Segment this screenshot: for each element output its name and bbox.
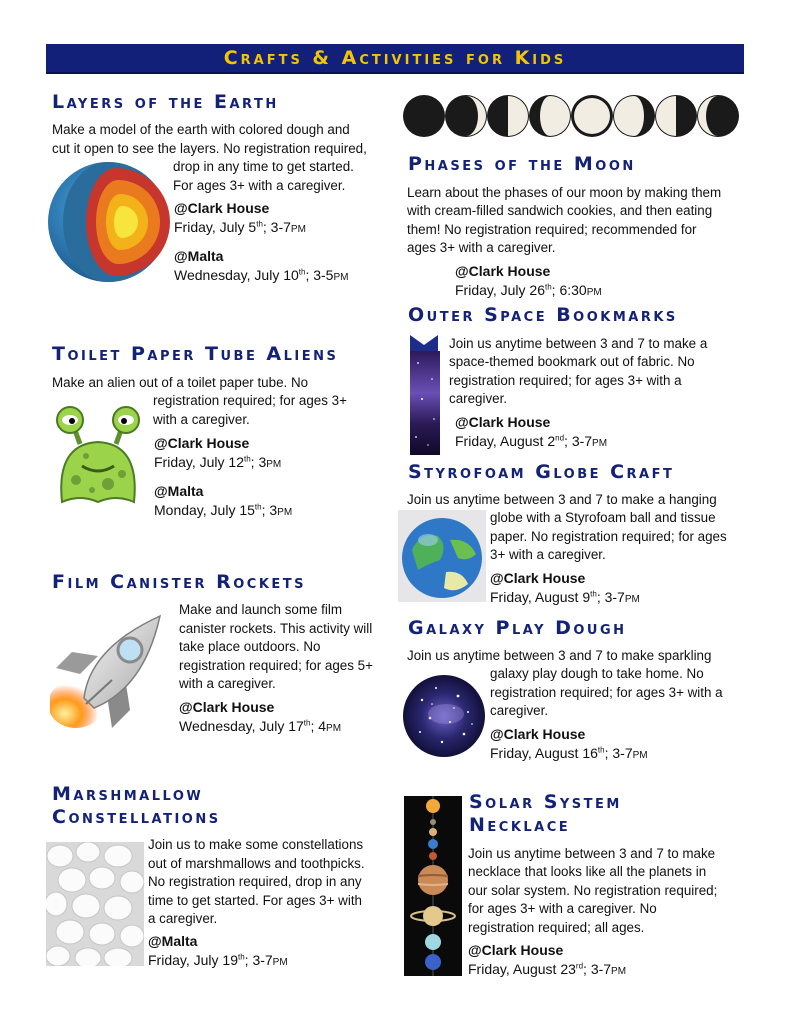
marsh-desc-3: No registration required, drop in any <box>148 874 362 889</box>
globe-date-1: Friday, August 9th; 3-7pm <box>490 589 640 605</box>
marsh-title-2: Constellations <box>52 806 221 828</box>
galaxy-location-1: @Clark House <box>490 726 586 742</box>
globe-desc-3: paper. No registration required; for ages <box>490 529 727 544</box>
bookmarks-desc-2: space-themed bookmark out of fabric. No <box>449 354 695 369</box>
globe-desc-2: globe with a Styrofoam ball and tissue <box>490 510 716 525</box>
moon-date-1: Friday, July 26th; 6:30pm <box>455 282 602 298</box>
solar-desc-2: necklace that looks like all the planets in <box>468 864 707 879</box>
earth-desc-4: For ages 3+ with a caregiver. <box>173 178 346 193</box>
solar-title-1: Solar System <box>469 791 622 813</box>
earth-date-1: Friday, July 5th; 3-7pm <box>174 219 306 235</box>
bookmarks-title: Outer Space Bookmarks <box>408 304 678 326</box>
moon-desc-4: ages 3+ with a caregiver. <box>407 240 556 255</box>
solar-location-1: @Clark House <box>468 942 564 958</box>
banner-title: Crafts & Activities for Kids <box>223 47 567 69</box>
marshmallows-icon <box>46 842 144 966</box>
moon-phase-cookies-icon <box>402 92 748 140</box>
bookmarks-location-1: @Clark House <box>455 414 551 430</box>
galaxy-desc-2: galaxy play dough to take home. No <box>490 666 704 681</box>
earth-location-1: @Clark House <box>174 200 270 216</box>
bookmarks-desc-4: caregiver. <box>449 391 508 406</box>
moon-desc-2: with cream-filled sandwich cookies, and then eating <box>407 203 713 218</box>
aliens-date-2: Monday, July 15th; 3pm <box>154 502 293 518</box>
rockets-desc-4: registration required; for ages 5+ <box>179 658 373 673</box>
rockets-location-1: @Clark House <box>179 699 275 715</box>
earth-location-2: @Malta <box>174 248 224 264</box>
moon-desc-3: them! No registration required; recommended for <box>407 222 697 237</box>
rockets-date-1: Wednesday, July 17th; 4pm <box>179 718 342 734</box>
aliens-location-2: @Malta <box>154 483 204 499</box>
page-banner <box>46 44 744 74</box>
styrofoam-globe-icon <box>398 510 486 602</box>
rockets-desc-3: take place outdoors. No <box>179 639 321 654</box>
aliens-desc-3: with a caregiver. <box>153 412 250 427</box>
bookmarks-desc-1: Join us anytime between 3 and 7 to make a <box>449 336 708 351</box>
solar-system-necklace-icon <box>404 796 462 976</box>
marsh-desc-2: out of marshmallows and toothpicks. <box>148 856 365 871</box>
aliens-date-1: Friday, July 12th; 3pm <box>154 454 282 470</box>
aliens-desc-2: registration required; for ages 3+ <box>153 393 347 408</box>
rocket-icon <box>50 608 176 732</box>
globe-title: Styrofoam Globe Craft <box>408 461 675 483</box>
bookmarks-desc-3: registration required; for ages 3+ with a <box>449 373 682 388</box>
marsh-location-1: @Malta <box>148 933 198 949</box>
earth-desc-2: cut it open to see the layers. No registration required, <box>52 141 367 156</box>
rockets-desc-5: with a caregiver. <box>179 676 276 691</box>
solar-date-1: Friday, August 23rd; 3-7pm <box>468 961 627 977</box>
earth-title: Layers of the Earth <box>52 91 279 113</box>
marsh-desc-5: a caregiver. <box>148 911 218 926</box>
solar-title-2: Necklace <box>469 814 571 836</box>
bookmarks-date-1: Friday, August 2nd; 3-7pm <box>455 433 608 449</box>
moon-title: Phases of the Moon <box>408 153 636 175</box>
marsh-title-1: Marshmallow <box>52 783 204 805</box>
marsh-desc-4: time to get started. For ages 3+ with <box>148 893 362 908</box>
solar-desc-5: registration required; all ages. <box>468 920 645 935</box>
marsh-desc-1: Join us to make some constellations <box>148 837 364 852</box>
globe-desc-1: Join us anytime between 3 and 7 to make a hanging <box>407 492 717 507</box>
globe-location-1: @Clark House <box>490 570 586 586</box>
earth-layers-icon <box>46 160 170 284</box>
solar-desc-4: for ages 3+ with a caregiver. No <box>468 901 657 916</box>
rockets-desc-2: canister rockets. This activity will <box>179 621 373 636</box>
solar-desc-1: Join us anytime between 3 and 7 to make <box>468 846 716 861</box>
rockets-desc-1: Make and launch some film <box>179 602 342 617</box>
marsh-date-1: Friday, July 19th; 3-7pm <box>148 952 288 968</box>
earth-desc-1: Make a model of the earth with colored dough and <box>52 122 350 137</box>
earth-date-2: Wednesday, July 10th; 3-5pm <box>174 267 349 283</box>
galaxy-date-1: Friday, August 16th; 3-7pm <box>490 745 648 761</box>
galaxy-title: Galaxy Play Dough <box>408 617 627 639</box>
globe-desc-4: 3+ with a caregiver. <box>490 547 606 562</box>
aliens-location-1: @Clark House <box>154 435 250 451</box>
galaxy-desc-1: Join us anytime between 3 and 7 to make sparkling <box>407 648 712 663</box>
rockets-title: Film Canister Rockets <box>52 571 307 593</box>
aliens-title: Toilet Paper Tube Aliens <box>52 343 339 365</box>
moon-location-1: @Clark House <box>455 263 551 279</box>
galaxy-desc-4: caregiver. <box>490 703 549 718</box>
solar-desc-3: our solar system. No registration required; <box>468 883 718 898</box>
galaxy-play-dough-icon <box>402 674 486 758</box>
galaxy-desc-3: registration required; for ages 3+ with a <box>490 685 723 700</box>
earth-desc-3: drop in any time to get started. <box>173 159 354 174</box>
green-alien-icon <box>46 404 150 508</box>
aliens-desc-1: Make an alien out of a toilet paper tube. No <box>52 375 309 390</box>
moon-desc-1: Learn about the phases of our moon by making them <box>407 185 722 200</box>
galaxy-bookmark-icon <box>408 333 444 455</box>
